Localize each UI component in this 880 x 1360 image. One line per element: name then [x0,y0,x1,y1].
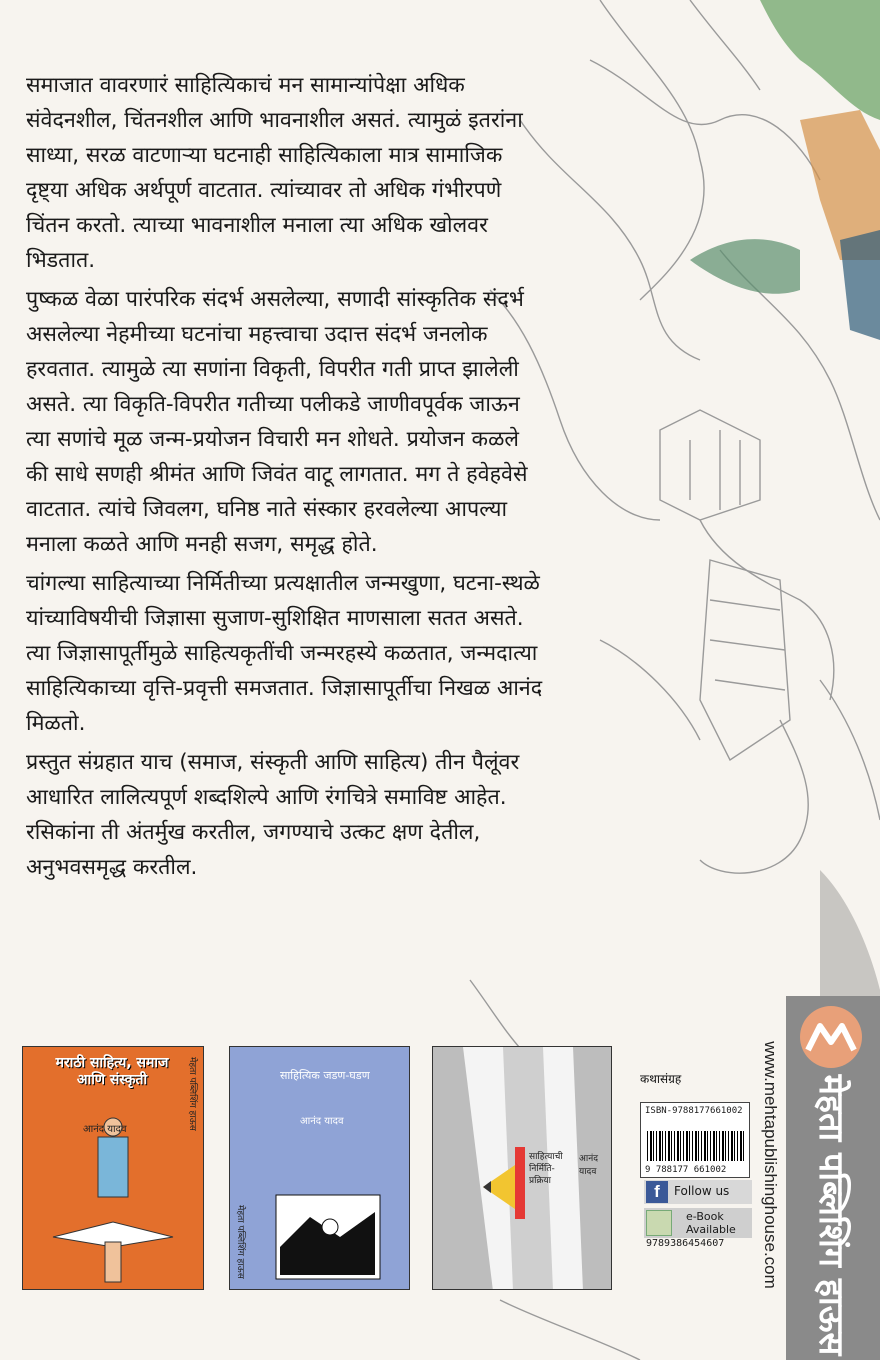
publisher-name [786,1074,880,1356]
book-1-spine: मेहता पब्लिशिंग हाऊस [187,1057,197,1131]
related-book-1[interactable] [22,1046,204,1290]
related-book-3[interactable] [432,1046,612,1290]
book-2-title: साहित्यिक जडण-घडण [280,1069,370,1082]
blurb-paragraph: पुष्कळ वेळा पारंपरिक संदर्भ असलेल्या, सणादी सांस्कृतिक संदर्भ असलेल्या नेहमीच्या घटनांचा महत्त्वाचा उदात्त संदर्भ जनलोक हरवतात. त्यामुळे त्या सणांना विकृती, विपरीत गती प्राप्त झालेली असते. त्या विकृति-विपरीत गतीच्या पलीकडे जाणीवपूर्वक जाऊन त्या सणांचे मूळ जन्म-प्रयोजन विचारी मन शोधते. प्रयोजन कळले की साधे सणही श्रीमंत आणि जिवंत वाटू लागतात. मग ते हवेहवेसे वाटतात. त्यांचे जिवलग, घनिष्ठ नाते संस्कार हरवलेल्या आपल्या मनाला कळते आणि मनही सजग, समृद्ध होते. [26,287,528,557]
blurb-paragraph: प्रस्तुत संग्रहात याच (समाज, संस्कृती आणि साहित्य) तीन पैलूंवर आधारित लालित्यपूर्ण शब्दशिल्पे आणि रंगचित्रे समाविष्ट आहेत. रसिकांना ती अंतर्मुख करतील, जगण्याचे उत्कट क्षण देतील, अनुभवसमृद्ध करतील. [26,750,520,880]
publisher-logo-icon [796,1004,866,1070]
facebook-follow[interactable] [644,1180,752,1204]
ebook-icon [646,1210,672,1236]
blurb-paragraph: चांगल्या साहित्याच्या निर्मितीच्या प्रत्यक्षातील जन्मखुणा, घटना-स्थळे यांच्याविषयीची जिज्ञासा सुजाण-सुशिक्षित माणसाला सतत असते. त्या जिज्ञासापूर्तीमुळे साहित्यकृतींची जन्मरहस्ये कळतात, जन्मदात्या साहित्यिकाच्या वृत्ति-प्रवृत्ती समजतात. जिज्ञासापूर्तीचा निखळ आनंद मिळतो. [26,571,543,736]
isbn-number: 9 788177 661002 [645,1165,727,1175]
book-2-spine: मेहता पब्लिशिंग हाऊस [235,1205,245,1279]
publisher-url[interactable] [750,995,790,1335]
publisher-name-text: मेहता पब्लिशिंग हाऊस [811,1074,851,1356]
isbn-label: ISBN-9788177661002 [645,1106,743,1116]
facebook-icon: f [646,1181,668,1203]
facebook-follow-label: Follow us [674,1184,730,1198]
publisher-url-text: www.mehtapublishinghouse.com [761,1041,780,1289]
book-3-author: आनंद यादव [579,1154,598,1177]
book-3-title: साहित्याची निर्मिति-प्रक्रिया [529,1152,563,1186]
blurb-paragraph: समाजात वावरणारं साहित्यिकाचं मन सामान्यांपेक्षा अधिक संवेदनशील, चिंतनशील आणि भावनाशील असतं. त्यामुळं इतरांना साध्या, सरळ वाटणाऱ्या घटनाही साहित्यिकाला मात्र सामाजिक दृष्ट्या अधिक अर्थपूर्ण वाटतात. त्यांच्यावर तो अधिक गंभीरपणे चिंतन करतो. त्याच्या भावनाशील मनाला त्या अधिक खोलवर भिडतात. [26,73,523,273]
barcode-icon [647,1131,745,1161]
back-cover-blurb [26,68,546,889]
ebook-code: 9789386454607 [646,1238,725,1249]
related-book-2[interactable] [229,1046,410,1290]
book-1-title: मराठी साहित्य, समाज आणि संस्कृती [55,1055,169,1088]
book-2-cover-art [230,1047,410,1290]
book-2-author: आनंद यादव [300,1116,344,1127]
isbn-barcode [640,1102,750,1178]
ebook-available[interactable] [644,1208,752,1238]
ebook-label: e-Book Available [686,1210,736,1236]
book-1-author: आनंद यादव [83,1124,127,1135]
genre-label: कथासंग्रह [640,1072,682,1086]
